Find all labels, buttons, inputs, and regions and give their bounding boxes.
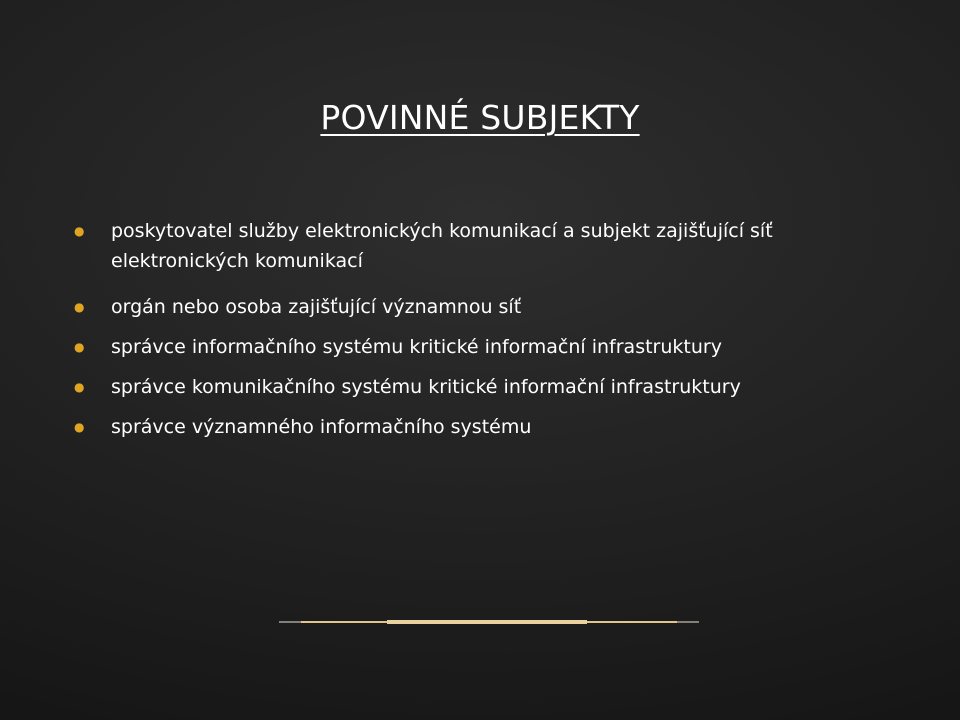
slide-title: POVINNÉ SUBJEKTY	[320, 98, 640, 137]
bullet-text: orgán nebo osoba zajišťující významnou síť	[111, 296, 522, 318]
bullet-item	[72, 292, 892, 322]
decorative-line	[279, 620, 699, 624]
bullet-dot-icon: ●	[74, 340, 85, 354]
bullet-text: poskytovatel služby elektronických komunikací a subjekt zajišťující síť elektronických komunikací	[111, 220, 773, 272]
bullet-text: správce významného informačního systému	[111, 416, 532, 438]
decorative-line-segment	[301, 621, 387, 623]
bullet-text: správce informačního systému kritické informační infrastruktury	[111, 336, 722, 358]
bullet-dot-icon: ●	[74, 300, 85, 314]
bullet-item	[72, 332, 892, 362]
bullet-item	[72, 412, 892, 442]
bullet-dot-icon: ●	[74, 380, 85, 394]
bullet-dot-icon: ●	[74, 420, 85, 434]
decorative-line-segment	[587, 621, 677, 623]
bullet-text: správce komunikačního systému kritické informační infrastruktury	[111, 376, 741, 398]
bullet-dot-icon: ●	[74, 224, 85, 238]
bullet-item	[72, 372, 892, 402]
bullet-list	[72, 216, 892, 442]
bullet-item	[72, 216, 892, 276]
decorative-line-segment	[387, 620, 587, 624]
